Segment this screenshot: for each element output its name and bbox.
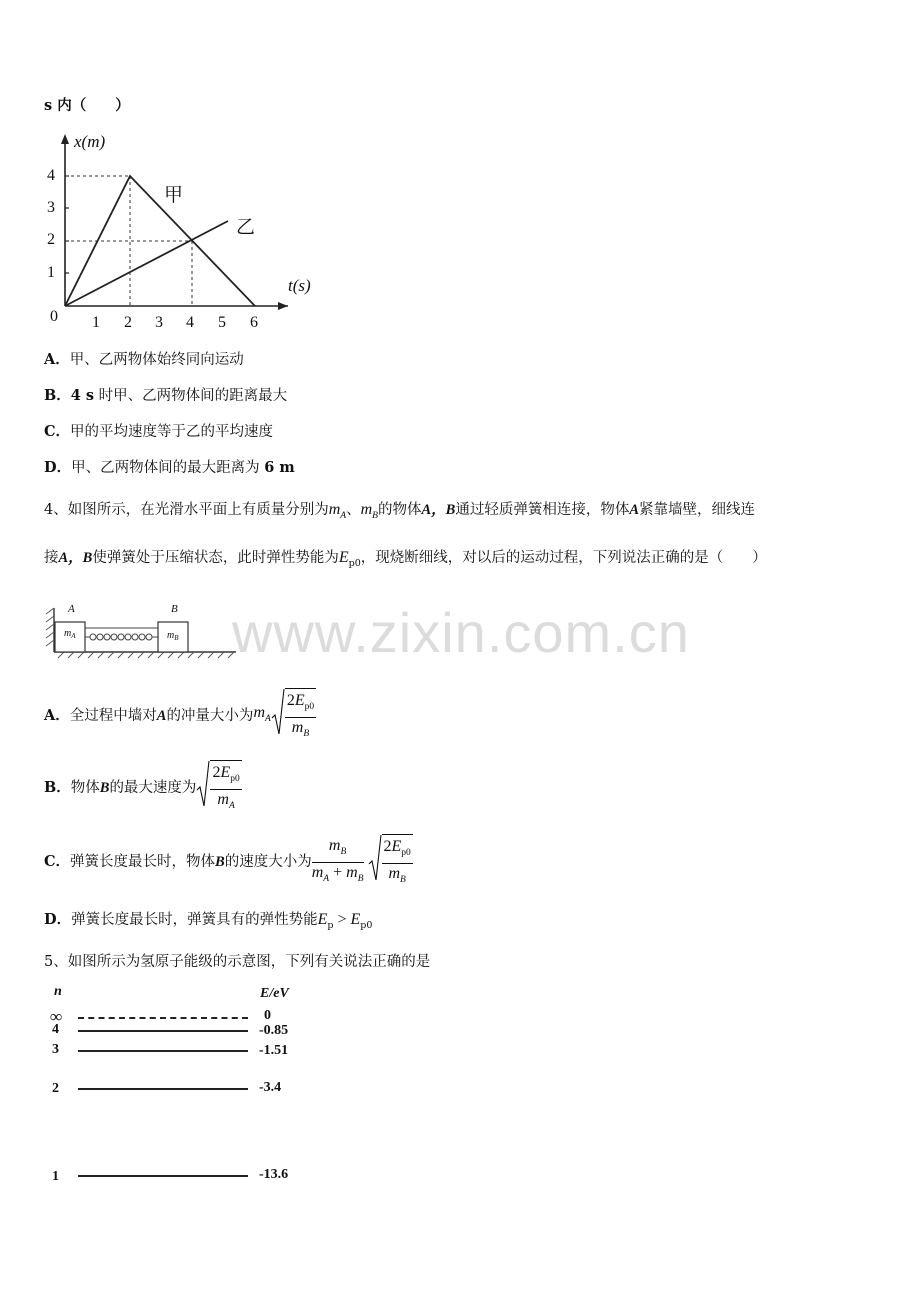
level-2-line xyxy=(78,1088,248,1090)
q4-option-d: D．弹簧长度最长时，弹簧具有的弹性势能$E_p > E_{p0}$ xyxy=(44,911,373,931)
q3-option-a: A．甲、乙两物体始终同向运动 xyxy=(44,351,244,368)
x-tick-4: 4 xyxy=(186,314,194,331)
q3-stem-tail: s 内（ ） xyxy=(44,97,130,114)
fig-mass-b: $m_B$ xyxy=(167,630,179,642)
q3-option-d: D．甲、乙两物体间的最大距离为 6 m xyxy=(44,459,295,476)
y-tick-4: 4 xyxy=(47,167,55,184)
x-tick-3: 3 xyxy=(155,314,163,331)
level-4-line xyxy=(78,1030,248,1032)
level-2-energy: -3.4 xyxy=(259,1080,282,1095)
level-3-line xyxy=(78,1050,248,1052)
label-yi: 乙 xyxy=(236,216,256,238)
x-tick-2: 2 xyxy=(124,314,132,331)
level-1-n: 1 xyxy=(52,1169,59,1184)
fig-mass-a: $m_A$ xyxy=(64,628,76,640)
line-jia xyxy=(65,176,255,306)
watermark: www.zixin.com.cn xyxy=(232,601,690,664)
level-3-n: 3 xyxy=(52,1042,59,1057)
level-3-energy: -1.51 xyxy=(259,1043,289,1058)
fig-label-b: B xyxy=(171,603,178,615)
level-2-n: 2 xyxy=(52,1081,59,1096)
level-inf-energy: 0 xyxy=(264,1008,271,1023)
level-inf-n: ∞ xyxy=(50,1007,63,1026)
origin-label: 0 xyxy=(50,308,58,325)
y-axis-label: x(m) xyxy=(74,132,106,151)
x-tick-1: 1 xyxy=(92,314,100,331)
q4-stem-line2: 接A，B使弹簧处于压缩状态，此时弹性势能为$E_{p0}$，现烧断细线，对以后的运动过程，下列说法正确的是（ ） xyxy=(44,549,767,569)
spring xyxy=(85,634,158,640)
level-4-n: 4 xyxy=(52,1022,59,1037)
y-axis-arrow xyxy=(61,134,69,144)
level-inf-line xyxy=(78,1017,248,1019)
n-header: n xyxy=(54,984,62,999)
q4-option-c: C．弹簧长度最长时，物体B的速度大小为 $\frac{m_B}{m_A + m_B}$ $\frac{2E_{p0}}{m_B}$ xyxy=(44,834,413,890)
q3-option-c: C．甲的平均速度等于乙的平均速度 xyxy=(44,423,274,440)
y-tick-3: 3 xyxy=(47,199,55,216)
y-tick-2: 2 xyxy=(47,231,55,248)
q3-option-b: B．4 s 时甲、乙两物体间的距离最大 xyxy=(44,387,288,404)
energy-header: E/eV xyxy=(260,986,289,1001)
q3-xt-graph xyxy=(40,128,340,338)
x-axis-arrow xyxy=(278,302,288,310)
x-tick-5: 5 xyxy=(218,314,226,331)
label-jia: 甲 xyxy=(164,184,184,206)
fig-label-a: A xyxy=(68,603,75,615)
level-1-line xyxy=(78,1175,248,1177)
q5-stem: 5、如图所示为氢原子能级的示意图，下列有关说法正确的是 xyxy=(44,954,431,970)
y-tick-1: 1 xyxy=(47,264,55,281)
q4-option-a: A．全过程中墙对A的冲量大小为$m_A$ $\frac{2E_{p0}}{m_B}$ xyxy=(44,688,316,744)
q4-stem-line1: 4、如图所示，在光滑水平面上有质量分别为$m_A$、$m_B$的物体A，B通过轻质弹簧相连接，物体A紧靠墙壁，细线连 xyxy=(44,501,755,521)
line-yi xyxy=(65,221,228,306)
q4-option-b: B．物体B的最大速度为 $\frac{2E_{p0}}{m_A}$ xyxy=(44,760,242,816)
level-4-energy: -0.85 xyxy=(259,1023,289,1038)
x-tick-6: 6 xyxy=(250,314,258,331)
level-1-energy: -13.6 xyxy=(259,1167,289,1182)
x-axis-label: t(s) xyxy=(288,276,311,295)
